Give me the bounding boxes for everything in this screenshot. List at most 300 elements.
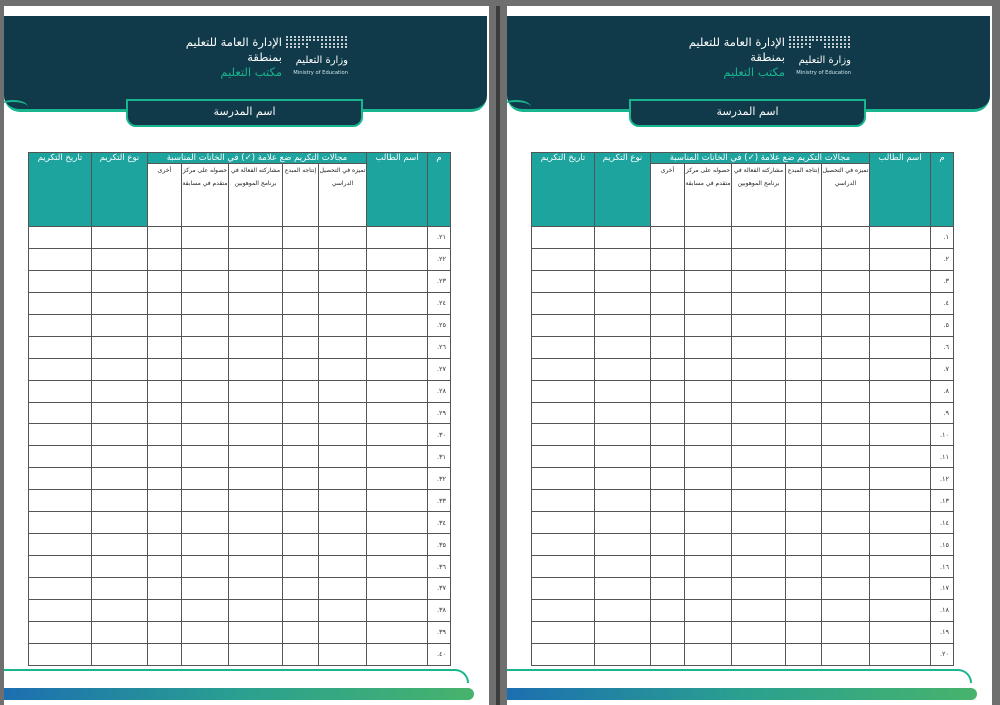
table-cell xyxy=(182,380,229,402)
logo-dots-icon xyxy=(286,36,348,50)
table-cell xyxy=(685,402,732,424)
table-row xyxy=(29,599,451,621)
table-cell xyxy=(182,402,229,424)
table-cell xyxy=(870,599,931,621)
table-cell xyxy=(786,402,822,424)
table-row xyxy=(29,578,451,600)
table-cell xyxy=(319,227,367,249)
table-row xyxy=(532,599,954,621)
table-cell xyxy=(732,534,786,556)
table-cell xyxy=(182,336,229,358)
table-cell xyxy=(732,621,786,643)
table-cell xyxy=(732,270,786,292)
table-cell xyxy=(595,424,651,446)
ministry-logo xyxy=(286,36,348,80)
table-cell xyxy=(532,490,595,512)
table-cell xyxy=(29,556,92,578)
table-cell xyxy=(148,292,182,314)
table-cell xyxy=(29,227,92,249)
ministry-name-en: Ministry of Education xyxy=(293,70,348,76)
table-cell xyxy=(786,512,822,534)
table-row xyxy=(29,424,451,446)
table-cell xyxy=(29,621,92,643)
table-cell xyxy=(92,314,148,336)
table-cell xyxy=(148,512,182,534)
table-cell xyxy=(229,599,283,621)
table-cell xyxy=(92,270,148,292)
admin-block xyxy=(595,35,785,80)
school-name-label: اسم المدرسة xyxy=(126,99,363,127)
honor-fields-label: مجالات التكريم xyxy=(294,153,348,163)
table-cell xyxy=(532,292,595,314)
table-cell xyxy=(148,578,182,600)
table-cell xyxy=(283,556,319,578)
table-cell xyxy=(283,468,319,490)
table-cell xyxy=(367,621,428,643)
table-cell xyxy=(283,358,319,380)
table-cell xyxy=(651,270,685,292)
table-cell xyxy=(283,643,319,665)
table-cell xyxy=(532,248,595,270)
row-number: .٣ xyxy=(931,270,954,292)
col-honor-type: نوع التكريم xyxy=(595,153,651,227)
table-cell xyxy=(319,468,367,490)
table-cell xyxy=(367,490,428,512)
table-cell xyxy=(283,402,319,424)
table-cell xyxy=(148,358,182,380)
header-accent-curve xyxy=(4,100,28,114)
table-cell xyxy=(732,380,786,402)
table-cell xyxy=(822,314,870,336)
table-cell xyxy=(182,358,229,380)
table-cell xyxy=(283,270,319,292)
table-cell xyxy=(148,556,182,578)
table-cell xyxy=(732,643,786,665)
footer-line xyxy=(507,669,972,683)
table-cell xyxy=(786,248,822,270)
table-row xyxy=(29,314,451,336)
table-cell xyxy=(92,556,148,578)
row-number: .١٤ xyxy=(931,512,954,534)
table-cell xyxy=(822,534,870,556)
table-cell xyxy=(870,578,931,600)
table-cell xyxy=(92,599,148,621)
table-cell xyxy=(367,446,428,468)
table-cell xyxy=(283,534,319,556)
table-row xyxy=(532,336,954,358)
table-cell xyxy=(148,424,182,446)
table-cell xyxy=(283,621,319,643)
table-cell xyxy=(182,468,229,490)
row-number: .١١ xyxy=(931,446,954,468)
table-cell xyxy=(148,227,182,249)
table-cell xyxy=(532,621,595,643)
table-cell xyxy=(685,534,732,556)
row-number: .٢٣ xyxy=(428,270,451,292)
table-cell xyxy=(786,621,822,643)
table-cell xyxy=(182,643,229,665)
table-cell xyxy=(283,599,319,621)
table-cell xyxy=(319,643,367,665)
row-number: .٣٢ xyxy=(428,468,451,490)
table-cell xyxy=(148,446,182,468)
table-cell xyxy=(786,556,822,578)
table-cell xyxy=(685,336,732,358)
table-cell xyxy=(367,227,428,249)
table-row xyxy=(532,270,954,292)
table-cell xyxy=(732,402,786,424)
col-honor-fields xyxy=(148,153,367,164)
row-number: .١٢ xyxy=(931,468,954,490)
table-cell xyxy=(786,446,822,468)
table-row xyxy=(532,248,954,270)
table-cell xyxy=(182,621,229,643)
table-cell xyxy=(822,336,870,358)
row-number: .٣٨ xyxy=(428,599,451,621)
table-cell xyxy=(182,578,229,600)
table-cell xyxy=(182,534,229,556)
table-row xyxy=(29,248,451,270)
table-cell xyxy=(367,424,428,446)
table-row xyxy=(29,621,451,643)
col-honor-type: نوع التكريم xyxy=(92,153,148,227)
table-cell xyxy=(319,512,367,534)
table-cell xyxy=(532,446,595,468)
table-cell xyxy=(229,336,283,358)
table-cell xyxy=(319,358,367,380)
admin-title: الإدارة العامة للتعليم xyxy=(185,35,282,49)
admin-region: بمنطقة xyxy=(247,50,282,64)
table-cell xyxy=(822,446,870,468)
table-cell xyxy=(148,599,182,621)
table-cell xyxy=(651,314,685,336)
table-cell xyxy=(822,621,870,643)
table-cell xyxy=(595,314,651,336)
table-cell xyxy=(319,380,367,402)
check-instruction: ضع علامة (✓) في الخانات المناسبة xyxy=(669,153,795,163)
table-cell xyxy=(92,446,148,468)
table-cell xyxy=(822,402,870,424)
school-name-label: اسم المدرسة xyxy=(629,99,866,127)
table-row xyxy=(29,270,451,292)
table-cell xyxy=(229,490,283,512)
table-cell xyxy=(148,402,182,424)
table-cell xyxy=(822,270,870,292)
table-cell xyxy=(822,248,870,270)
sub-creative: إنتاجه المبدع xyxy=(283,164,319,227)
row-number: .٨ xyxy=(931,380,954,402)
table-cell xyxy=(595,621,651,643)
table-row xyxy=(532,490,954,512)
table-cell xyxy=(92,534,148,556)
table-cell xyxy=(870,556,931,578)
table-cell xyxy=(732,468,786,490)
table-cell xyxy=(685,314,732,336)
table-row xyxy=(29,358,451,380)
row-number: .١٩ xyxy=(931,621,954,643)
table-cell xyxy=(367,643,428,665)
table-cell xyxy=(870,270,931,292)
ministry-name-ar: وزارة التعليم xyxy=(295,55,348,66)
table-cell xyxy=(319,556,367,578)
table-cell xyxy=(595,490,651,512)
table-cell xyxy=(182,314,229,336)
table-cell xyxy=(595,643,651,665)
table-cell xyxy=(822,227,870,249)
table-cell xyxy=(870,227,931,249)
table-row xyxy=(29,556,451,578)
table-cell xyxy=(651,446,685,468)
table-cell xyxy=(685,621,732,643)
table-cell xyxy=(92,621,148,643)
table-cell xyxy=(29,402,92,424)
table-cell xyxy=(283,424,319,446)
table-cell xyxy=(92,380,148,402)
table-cell xyxy=(786,424,822,446)
table-cell xyxy=(319,336,367,358)
footer-gradient-bar xyxy=(4,688,474,700)
table-row xyxy=(29,490,451,512)
table-cell xyxy=(685,643,732,665)
table-cell xyxy=(29,314,92,336)
ministry-name-en: Ministry of Education xyxy=(796,70,851,76)
table-cell xyxy=(822,643,870,665)
table-row xyxy=(532,512,954,534)
table-cell xyxy=(786,380,822,402)
col-number: م xyxy=(428,153,451,227)
table-cell xyxy=(595,468,651,490)
table-cell xyxy=(532,556,595,578)
table-cell xyxy=(283,227,319,249)
table-row xyxy=(532,446,954,468)
table-cell xyxy=(595,556,651,578)
table-cell xyxy=(29,380,92,402)
row-number: .١٦ xyxy=(931,556,954,578)
table-cell xyxy=(29,599,92,621)
table-cell xyxy=(651,292,685,314)
table-cell xyxy=(595,227,651,249)
table-cell xyxy=(148,336,182,358)
table-cell xyxy=(870,292,931,314)
table-cell xyxy=(870,314,931,336)
row-number: .١٧ xyxy=(931,578,954,600)
row-number: .٣٦ xyxy=(428,556,451,578)
table-cell xyxy=(29,336,92,358)
table-cell xyxy=(786,534,822,556)
sub-other: أخرى xyxy=(148,164,182,227)
row-number: .٢١ xyxy=(428,227,451,249)
table-cell xyxy=(651,578,685,600)
table-cell xyxy=(367,468,428,490)
table-cell xyxy=(651,512,685,534)
table-cell xyxy=(532,512,595,534)
table-cell xyxy=(651,402,685,424)
table-cell xyxy=(870,380,931,402)
table-cell xyxy=(822,599,870,621)
table-row xyxy=(29,446,451,468)
table-cell xyxy=(283,490,319,512)
sub-achievement: تميزه في التحصيل الدراسي xyxy=(319,164,367,227)
table-cell xyxy=(532,643,595,665)
table-cell xyxy=(651,643,685,665)
honors-table xyxy=(531,152,954,666)
table-cell xyxy=(595,599,651,621)
table-cell xyxy=(229,314,283,336)
table-cell xyxy=(148,621,182,643)
table-cell xyxy=(595,512,651,534)
table-cell xyxy=(870,534,931,556)
table-cell xyxy=(870,358,931,380)
table-row xyxy=(29,512,451,534)
row-number: .٤ xyxy=(931,292,954,314)
table-cell xyxy=(685,490,732,512)
table-cell xyxy=(786,336,822,358)
table-cell xyxy=(229,578,283,600)
table-cell xyxy=(786,270,822,292)
table-cell xyxy=(685,248,732,270)
table-cell xyxy=(148,534,182,556)
table-cell xyxy=(229,621,283,643)
table-cell xyxy=(182,490,229,512)
table-cell xyxy=(367,336,428,358)
table-cell xyxy=(532,402,595,424)
table-cell xyxy=(732,336,786,358)
table-cell xyxy=(283,336,319,358)
table-cell xyxy=(182,424,229,446)
table-cell xyxy=(651,534,685,556)
table-cell xyxy=(732,599,786,621)
table-row xyxy=(532,424,954,446)
table-row xyxy=(532,468,954,490)
table-cell xyxy=(651,336,685,358)
table-cell xyxy=(732,556,786,578)
table-cell xyxy=(685,512,732,534)
row-number: .٢٤ xyxy=(428,292,451,314)
honor-fields-label: مجالات التكريم xyxy=(797,153,851,163)
table-cell xyxy=(29,446,92,468)
table-cell xyxy=(685,227,732,249)
row-number: .١٠ xyxy=(931,424,954,446)
table-cell xyxy=(822,556,870,578)
ministry-logo xyxy=(789,36,851,80)
table-cell xyxy=(595,358,651,380)
table-row xyxy=(532,534,954,556)
table-row xyxy=(29,227,451,249)
table-row xyxy=(532,402,954,424)
table-cell xyxy=(283,292,319,314)
row-number: .٢ xyxy=(931,248,954,270)
table-cell xyxy=(786,358,822,380)
admin-title: الإدارة العامة للتعليم xyxy=(688,35,785,49)
table-cell xyxy=(870,248,931,270)
table-cell xyxy=(786,292,822,314)
table-cell xyxy=(786,578,822,600)
row-number: .٢٢ xyxy=(428,248,451,270)
table-cell xyxy=(319,270,367,292)
table-cell xyxy=(870,446,931,468)
table-cell xyxy=(319,314,367,336)
table-cell xyxy=(822,578,870,600)
table-cell xyxy=(319,292,367,314)
row-number: .٥ xyxy=(931,314,954,336)
table-cell xyxy=(870,468,931,490)
table-cell xyxy=(283,512,319,534)
row-number: .١٣ xyxy=(931,490,954,512)
table-cell xyxy=(182,292,229,314)
table-cell xyxy=(651,556,685,578)
table-cell xyxy=(92,643,148,665)
table-body-left xyxy=(29,227,451,666)
table-cell xyxy=(532,227,595,249)
table-cell xyxy=(786,468,822,490)
col-student-name: اسم الطالب xyxy=(870,153,931,227)
table-cell xyxy=(651,248,685,270)
table-cell xyxy=(319,534,367,556)
office-label: مكتب التعليم xyxy=(723,65,785,79)
table-cell xyxy=(92,292,148,314)
page-right xyxy=(507,6,992,705)
check-instruction: ضع علامة (✓) في الخانات المناسبة xyxy=(166,153,292,163)
table-cell xyxy=(148,270,182,292)
footer-gradient-bar xyxy=(507,688,977,700)
table-cell xyxy=(229,424,283,446)
table-cell xyxy=(651,227,685,249)
row-number: .٩ xyxy=(931,402,954,424)
table-cell xyxy=(685,578,732,600)
table-cell xyxy=(870,490,931,512)
table-cell xyxy=(148,490,182,512)
table-cell xyxy=(29,534,92,556)
row-number: .٢٨ xyxy=(428,380,451,402)
col-student-name: اسم الطالب xyxy=(367,153,428,227)
col-number: م xyxy=(931,153,954,227)
table-cell xyxy=(595,292,651,314)
row-number: .٣٠ xyxy=(428,424,451,446)
table-cell xyxy=(92,578,148,600)
table-cell xyxy=(283,578,319,600)
table-cell xyxy=(732,292,786,314)
row-number: .٢٧ xyxy=(428,358,451,380)
table-cell xyxy=(92,512,148,534)
table-cell xyxy=(367,270,428,292)
table-row xyxy=(29,292,451,314)
table-cell xyxy=(229,534,283,556)
table-cell xyxy=(822,380,870,402)
table-cell xyxy=(870,643,931,665)
table-row xyxy=(532,314,954,336)
col-honor-fields xyxy=(651,153,870,164)
table-cell xyxy=(92,402,148,424)
table-row xyxy=(29,380,451,402)
table-cell xyxy=(532,380,595,402)
table-cell xyxy=(229,227,283,249)
table-row xyxy=(29,468,451,490)
table-cell xyxy=(283,248,319,270)
table-cell xyxy=(822,358,870,380)
row-number: .٢٥ xyxy=(428,314,451,336)
table-cell xyxy=(29,424,92,446)
table-cell xyxy=(732,227,786,249)
table-cell xyxy=(182,599,229,621)
table-cell xyxy=(229,380,283,402)
table-cell xyxy=(182,556,229,578)
row-number: .٤٠ xyxy=(428,643,451,665)
table-cell xyxy=(229,556,283,578)
honors-table xyxy=(28,152,451,666)
table-cell xyxy=(732,248,786,270)
table-cell xyxy=(92,227,148,249)
table-cell xyxy=(822,292,870,314)
